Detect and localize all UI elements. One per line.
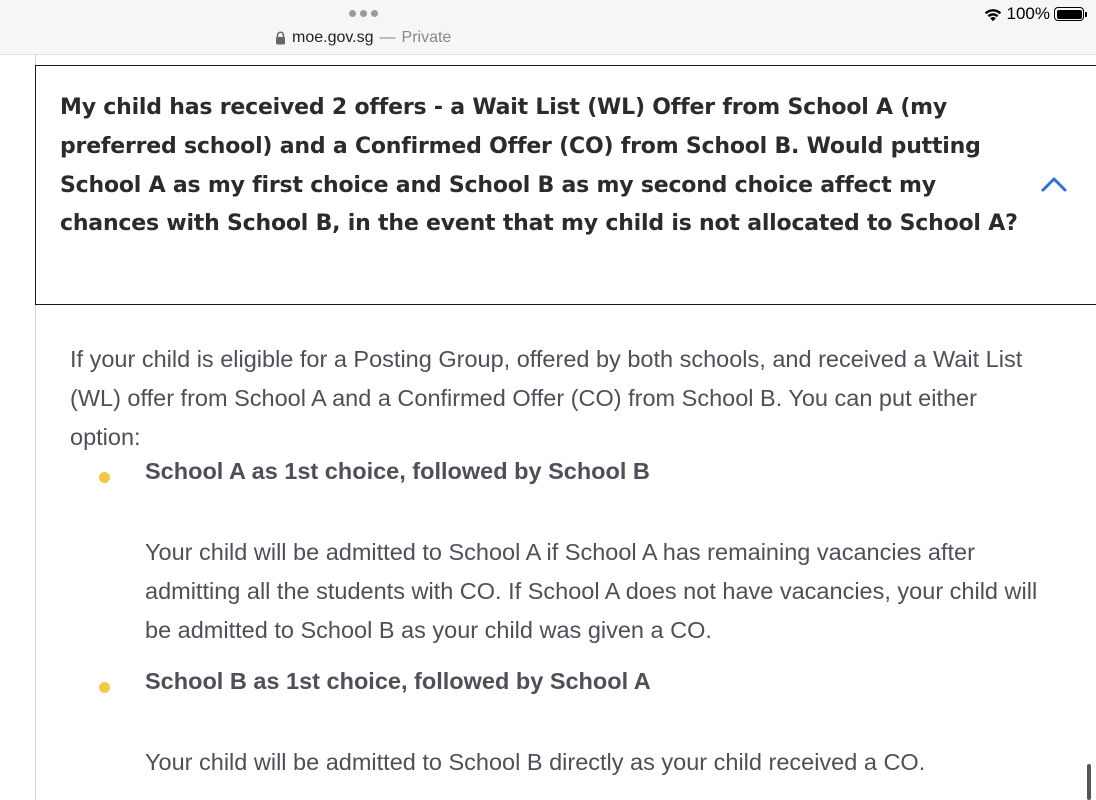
lock-icon xyxy=(275,31,286,45)
browsing-mode: Private xyxy=(401,29,452,46)
faq-answer xyxy=(70,340,1060,775)
address-bar[interactable] xyxy=(275,29,451,47)
wifi-icon xyxy=(983,6,1003,22)
battery-percent: 100% xyxy=(1006,4,1050,23)
bullet-icon xyxy=(99,682,110,693)
option-body: Your child will be admitted to School A if School A has remaining vacancies after admitting all the students with CO. If School A does not have vacancies, your child will be admitted to School B as your child was given a CO. xyxy=(145,539,1038,643)
chevron-up-icon[interactable] xyxy=(1041,171,1067,197)
url-domain: moe.gov.sg xyxy=(292,29,374,46)
scrollbar[interactable] xyxy=(1087,764,1091,800)
bullet-icon xyxy=(99,472,110,483)
answer-intro: If your child is eligible for a Posting Group, offered by both schools, and received a Wait List (WL) offer from School A and a Confirmed Offer (CO) from School B. You can put either option: xyxy=(70,346,1023,450)
option-title: School A as 1st choice, followed by School B xyxy=(145,458,650,484)
option-title: School B as 1st choice, followed by School A xyxy=(145,668,651,694)
url-separator: — xyxy=(379,29,396,46)
battery-fill xyxy=(1057,10,1082,19)
option-body: Your child will be admitted to School B directly as your child received a CO. xyxy=(145,749,926,775)
more-dots-icon[interactable] xyxy=(349,10,378,17)
status-bar xyxy=(983,4,1084,24)
faq-question-text: My child has received 2 offers - a Wait List (WL) Offer from School A (my preferred school) and a Confirmed Offer (CO) from School B. Would putting School A as my first choice and School B as my second choice affect my chances with School B, in the event that my child is not allocated to School A? xyxy=(60,95,1018,237)
battery-icon xyxy=(1054,7,1084,21)
faq-question-header[interactable] xyxy=(35,65,1096,305)
browser-top-bar xyxy=(0,0,1096,55)
